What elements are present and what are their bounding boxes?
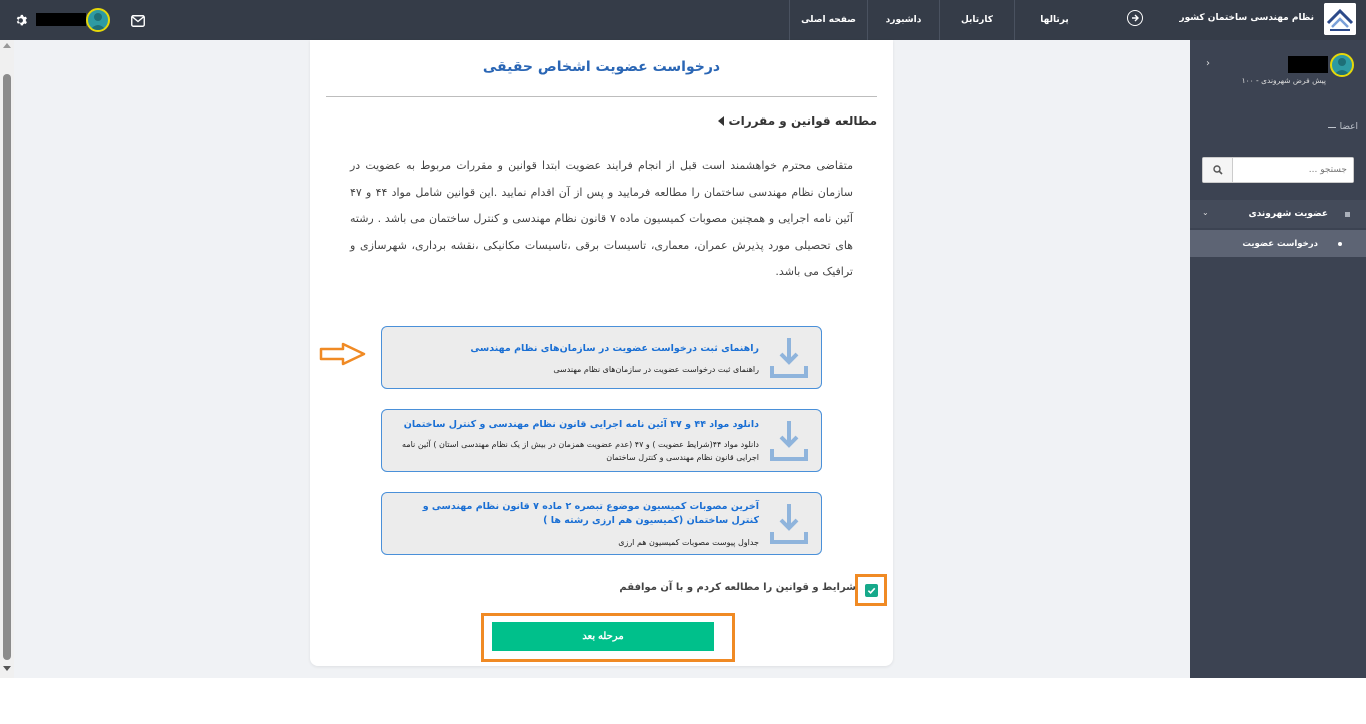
logout-arrow-icon[interactable] <box>1127 10 1143 26</box>
download-articles-box[interactable] <box>381 409 822 472</box>
intro-text: متقاضی محترم خواهشمند است قبل از انجام فرایند عضویت ابتدا قوانین و مقررات مربوط به عضویت در سازمان نظام مهندسی ساختمان را مطالعه فرمایید و پس از آن اقدام نمایید .این قوانین شامل مواد ۴۴ و ۴۷ آئین نامه اجرایی و همچنین مصوبات کمیسیون ماده ۷ قانون نظام مهندسی و کنترل ساختمان می باشد . رشته های تحصیلی مورد پذیرش عمران، معماری، تاسیسات برقی ،تاسیسات مکانیکی ،نقشه برداری، شهرسازی و ترافیک می باشد. <box>350 159 853 278</box>
chevron-down-icon: ⌄ <box>1202 208 1209 217</box>
next-step-button[interactable]: مرحله بعد <box>492 622 714 651</box>
download-icon <box>769 419 809 463</box>
sidebar-item-membership-request[interactable] <box>1190 230 1366 257</box>
download-resolutions-title[interactable]: آخرین مصوبات کمیسیون موضوع تبصره ۲ ماده ۷ قانون نظام مهندسی و کنترل ساختمان (کمیسیون هم ارزی رشته ها ) <box>422 501 759 526</box>
members-heading <box>1328 122 1358 132</box>
download-resolutions-desc: جداول پیوست مصوبات کمیسیون هم ارزی <box>618 538 759 547</box>
sidebar-item-label: درخواست عضویت <box>1242 238 1318 249</box>
top-nav <box>789 0 1094 40</box>
brand-logo[interactable] <box>1324 3 1356 35</box>
agree-checkbox[interactable] <box>865 584 878 597</box>
caret-left-icon <box>718 116 724 126</box>
sidebar-group-citizen-membership[interactable] <box>1190 200 1366 228</box>
user-name-redacted <box>36 13 86 26</box>
download-icon <box>769 502 809 546</box>
section-heading <box>718 114 877 128</box>
brand-title: نظام مهندسی ساختمان کشور <box>1179 13 1314 23</box>
gear-icon[interactable] <box>15 12 28 31</box>
download-guide-title[interactable]: راهنمای ثبت درخواست عضویت در سازمان‌های نظام مهندسی <box>470 343 759 354</box>
user-avatar[interactable] <box>86 8 110 32</box>
nav-dashboard-label: داشبورد <box>885 15 922 25</box>
square-bullet-icon <box>1345 212 1350 217</box>
scroll-thumb[interactable] <box>3 74 11 660</box>
sidebar-role: پیش فرض شهروندی - ۱۰۰ <box>1241 76 1326 85</box>
agree-checkbox-highlight <box>855 574 887 606</box>
agree-label[interactable]: شرایط و قوانین را مطالعه کردم و با آن موافقم <box>619 582 856 593</box>
download-resolutions-box[interactable] <box>381 492 822 555</box>
members-label: اعضا <box>1339 122 1358 132</box>
chevron-right-icon[interactable]: › <box>1206 58 1210 69</box>
nav-home[interactable] <box>1014 0 1094 40</box>
main-area <box>14 40 1190 678</box>
search-button[interactable] <box>1203 158 1233 182</box>
section-heading-text: مطالعه قوانین و مقررات <box>728 114 877 128</box>
sidebar-group-label: عضویت شهروندی <box>1248 209 1328 219</box>
nav-cartable[interactable] <box>939 0 1014 40</box>
membership-card <box>310 40 893 666</box>
nav-cartable-label: کارتابل <box>961 15 993 25</box>
nav-home-label: پرتالها <box>1040 15 1069 25</box>
dot-bullet-icon <box>1338 242 1342 246</box>
right-sidebar <box>1190 40 1366 678</box>
scroll-up-arrow-icon[interactable] <box>3 43 11 48</box>
sidebar-search <box>1202 157 1354 183</box>
download-articles-desc: دانلود مواد ۴۴(شرایط عضویت ) و ۴۷ (عدم عضویت همزمان در بیش از یک نظام مهندسی استان ) آئین نامه اجرایی قانون نظام مهندسی و کنترل ساختمان <box>402 440 759 462</box>
download-icon <box>769 336 809 380</box>
sidebar-profile <box>1190 40 1366 106</box>
sidebar-avatar <box>1330 53 1354 77</box>
search-input[interactable] <box>1233 158 1353 182</box>
nav-main[interactable] <box>789 0 867 40</box>
download-guide-desc: راهنمای ثبت درخواست عضویت در سازمان‌های نظام مهندسی <box>553 365 759 374</box>
annotation-arrow-icon <box>306 342 368 370</box>
sidebar-username-redacted <box>1288 56 1328 73</box>
mail-icon[interactable] <box>131 12 145 31</box>
download-articles-title[interactable]: دانلود مواد ۴۴ و ۴۷ آئین نامه اجرایی قانون نظام مهندسی و کنترل ساختمان <box>403 419 759 430</box>
title-divider <box>326 96 877 97</box>
nav-main-label: صفحه اصلی <box>801 15 856 25</box>
nav-dashboard[interactable] <box>867 0 939 40</box>
page-title: درخواست عضویت اشخاص حقیقی <box>482 59 721 75</box>
scroll-down-arrow-icon[interactable] <box>3 666 11 671</box>
next-button-highlight <box>481 613 735 662</box>
download-guide-box[interactable] <box>381 326 822 389</box>
page-scrollbar[interactable] <box>0 40 14 678</box>
members-line <box>1328 127 1336 128</box>
top-bar <box>0 0 1366 40</box>
search-icon <box>1213 165 1223 175</box>
